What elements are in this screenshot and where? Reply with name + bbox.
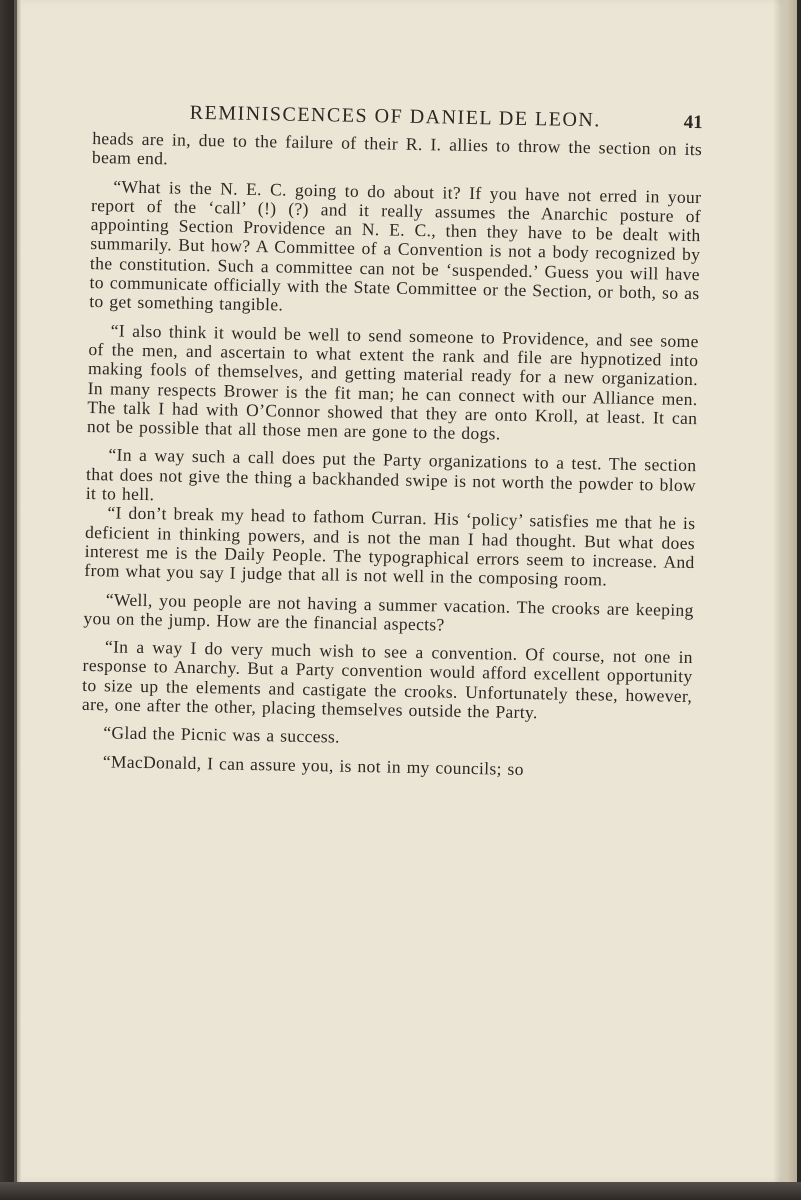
paragraph: “Glad the Picnic was a success. xyxy=(103,722,341,747)
running-title: REMINISCENCES OF DANIEL DE LEON. xyxy=(189,101,602,132)
book-bottom-edge xyxy=(0,1182,801,1200)
paragraph: “I also think it would be well to send someone to Providence, and see some of the men, and ascertain to what extent the rank and file are hypnotized into making fools of themselves, and getting material ready for a new organization. In many respects Brower is the fit man; he can connect with our Alliance men. The talk I had with O’Connor showed that they are onto Kroll, at least. It can not be possible that all those men are gone to the dogs. xyxy=(86,320,699,444)
book-page xyxy=(14,0,797,1182)
paragraph: “I don’t break my head to fathom Curran. His ‘policy’ satisfies me that he is deficient in thinking powers, and is not the man I had thought. But what does interest me is the Daily People. The typographical errors seem to increase. And from what you say I judge that all is not well in the composing room. xyxy=(84,502,696,590)
page-number: 41 xyxy=(683,111,703,134)
paragraph-continuation: heads are in, due to the failure of their R. I. allies to throw the section on its beam end. xyxy=(91,127,703,169)
page-content xyxy=(81,100,703,782)
page-gutter xyxy=(17,0,21,1182)
paragraph: “What is the N. E. C. going to do about it? If you have not erred in your report of the ‘call’ (!) (?) and it really assumes the Anarchic posture of appointing Section Providence an N. E. C., then they have to be dealt with summarily. But how? A Committee of a Convention is not a body recognized by the constitution. Such a committee can not be ‘suspended.’ Guess you will have to communicate officially with the State Committee or the Section, or both, so as to get something tangible. xyxy=(89,175,702,315)
paragraph: “Well, you people are not having a summer vacation. The crooks are keeping you on the jump. How are the financial aspects? xyxy=(83,588,694,635)
paragraph: “MacDonald, I can assure you, is not in my councils; so xyxy=(102,750,524,779)
paragraph: “In a way such a call does put the Party organizations to a test. The section that does not give the thing a backhanded swipe is not worth the powder to blow it to hell. xyxy=(85,444,697,505)
page-fore-edge xyxy=(773,0,797,1182)
paragraph: “In a way I do very much wish to see a convention. Of course, not one in response to Anarchy. But a Party convention would afford excellent opportunity to size up the elements and castigate the crooks. Unfortunately these, however, are, one after the other, placing themselves outside the Party. xyxy=(81,636,694,723)
